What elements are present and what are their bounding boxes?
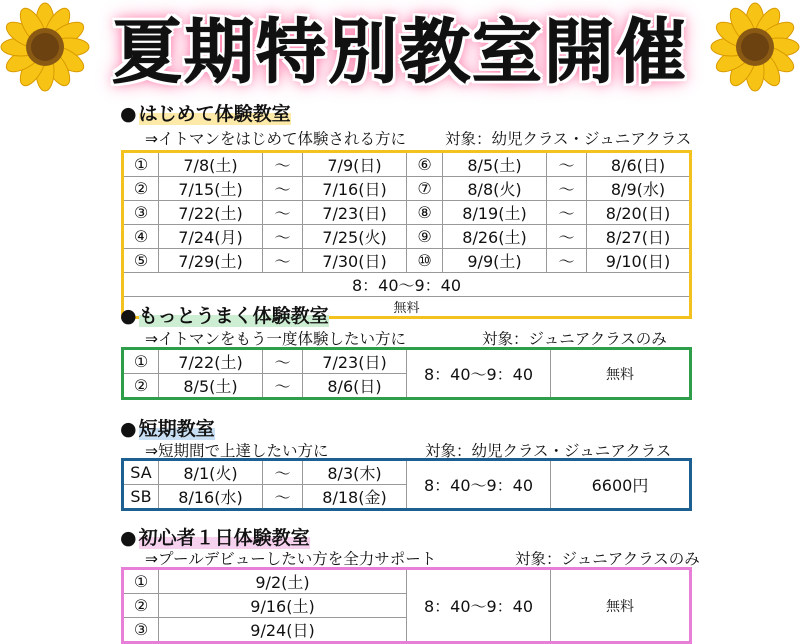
table-cell: 7/23(日) <box>303 349 407 374</box>
table-cell: 8/3(木) <box>303 460 407 485</box>
table-cell: ⑧ <box>407 201 443 225</box>
table-cell: ⑩ <box>407 249 443 273</box>
time-cell: 8：40～9：40 <box>407 569 551 643</box>
table-cell: ～ <box>547 225 587 249</box>
table-cell: 8/26(土) <box>443 225 547 249</box>
section-description-row <box>145 327 705 349</box>
price-cell: 無料 <box>123 297 691 318</box>
table-cell: 7/22(土) <box>159 349 263 374</box>
bullet-mark: ● <box>120 527 137 549</box>
table-cell: 8/27(日) <box>587 225 691 249</box>
table-cell: 8/5(土) <box>159 374 263 399</box>
table-row <box>123 177 691 201</box>
section-description: ⇒プールデビューしたい方を全力サポート <box>145 550 437 568</box>
table-cell: 7/9(日) <box>303 152 407 177</box>
table-cell: 7/23(日) <box>303 201 407 225</box>
table-cell: 7/16(日) <box>303 177 407 201</box>
table-cell: ⑨ <box>407 225 443 249</box>
table-cell: 9/16(土) <box>159 594 407 618</box>
table-row <box>123 249 691 273</box>
table-cell: 8/8(火) <box>443 177 547 201</box>
table-cell: 8/6(日) <box>587 152 691 177</box>
section-description-row <box>145 127 705 149</box>
time-cell: 8：40～9：40 <box>123 273 691 297</box>
table-cell: 8/5(土) <box>443 152 547 177</box>
table-row <box>123 460 691 485</box>
table-cell: 9/24(日) <box>159 618 407 643</box>
table-cell: ～ <box>547 152 587 177</box>
table-cell: 9/2(土) <box>159 569 407 594</box>
table-cell: ② <box>123 594 159 618</box>
target-audience: 対象：ジュニアクラスのみ <box>515 550 700 568</box>
table-cell: ⑦ <box>407 177 443 201</box>
section-heading <box>120 301 329 328</box>
price-cell: 無料 <box>551 569 691 643</box>
table-cell: 8/9(水) <box>587 177 691 201</box>
table-cell: 9/9(土) <box>443 249 547 273</box>
table-cell: 7/8(土) <box>159 152 263 177</box>
table-cell: 8/18(金) <box>303 485 407 510</box>
table-cell: ～ <box>263 349 303 374</box>
table-cell: ～ <box>263 225 303 249</box>
section-description-row <box>145 547 715 569</box>
price-cell: 6600円 <box>551 460 691 510</box>
schedule-table <box>121 150 692 319</box>
section-description: ⇒イトマンをもう一度体験したい方に <box>145 330 406 348</box>
target-audience: 対象：幼児クラス・ジュニアクラス <box>425 442 672 460</box>
table-cell: 8/19(土) <box>443 201 547 225</box>
table-cell: ～ <box>263 177 303 201</box>
target-audience: 対象：幼児クラス・ジュニアクラス <box>445 130 692 148</box>
table-cell: 7/24(月) <box>159 225 263 249</box>
table-cell: SB <box>123 485 159 510</box>
table-row <box>123 273 691 297</box>
target-audience: 対象：ジュニアクラスのみ <box>482 330 667 348</box>
sunflower-icon <box>0 2 90 92</box>
table-cell: SA <box>123 460 159 485</box>
table-cell: ④ <box>123 225 159 249</box>
section-title: 初心者１日体験教室 <box>138 527 310 549</box>
price-cell: 無料 <box>551 349 691 399</box>
table-row <box>123 569 691 594</box>
time-cell: 8：40～9：40 <box>407 460 551 510</box>
table-row <box>123 201 691 225</box>
table-cell: ～ <box>547 201 587 225</box>
section-heading <box>120 99 291 126</box>
sunflower-icon <box>710 2 800 92</box>
table-cell: ～ <box>263 201 303 225</box>
schedule-table <box>121 347 692 400</box>
section-description: ⇒イトマンをはじめて体験される方に <box>145 130 406 148</box>
bullet-mark: ● <box>120 305 137 327</box>
section-title: もっとうまく体験教室 <box>138 305 329 327</box>
section-title: 短期教室 <box>138 418 215 440</box>
table-cell: ～ <box>263 374 303 399</box>
table-cell: ③ <box>123 618 159 643</box>
schedule-table <box>121 458 692 511</box>
table-cell: ⑤ <box>123 249 159 273</box>
table-cell: 7/22(土) <box>159 201 263 225</box>
table-row <box>123 225 691 249</box>
title-banner <box>0 0 800 95</box>
section-description: ⇒短期間で上達したい方に <box>145 442 329 460</box>
section-heading <box>120 523 310 550</box>
table-cell: ～ <box>263 152 303 177</box>
table-cell: 7/25(火) <box>303 225 407 249</box>
table-cell: 9/10(日) <box>587 249 691 273</box>
table-cell: ～ <box>263 485 303 510</box>
table-cell: 8/20(日) <box>587 201 691 225</box>
schedule-table <box>121 567 692 644</box>
table-cell: 7/30(日) <box>303 249 407 273</box>
table-cell: 7/15(土) <box>159 177 263 201</box>
bullet-mark: ● <box>120 418 137 440</box>
table-cell: 8/16(水) <box>159 485 263 510</box>
table-row <box>123 349 691 374</box>
table-cell: ～ <box>263 460 303 485</box>
section-title: はじめて体験教室 <box>138 103 291 125</box>
table-cell: 8/1(火) <box>159 460 263 485</box>
table-cell: ② <box>123 177 159 201</box>
table-cell: ① <box>123 152 159 177</box>
table-cell: ～ <box>547 177 587 201</box>
section-heading <box>120 414 215 441</box>
table-cell: 7/29(土) <box>159 249 263 273</box>
table-cell: ① <box>123 569 159 594</box>
table-cell: ～ <box>547 249 587 273</box>
table-cell: ③ <box>123 201 159 225</box>
page-title: 夏期特別教室開催 <box>112 10 688 93</box>
table-cell: ① <box>123 349 159 374</box>
table-cell: 8/6(日) <box>303 374 407 399</box>
table-row <box>123 152 691 177</box>
table-cell: ② <box>123 374 159 399</box>
table-cell: ～ <box>263 249 303 273</box>
table-cell: ⑥ <box>407 152 443 177</box>
time-cell: 8：40～9：40 <box>407 349 551 399</box>
bullet-mark: ● <box>120 103 137 125</box>
